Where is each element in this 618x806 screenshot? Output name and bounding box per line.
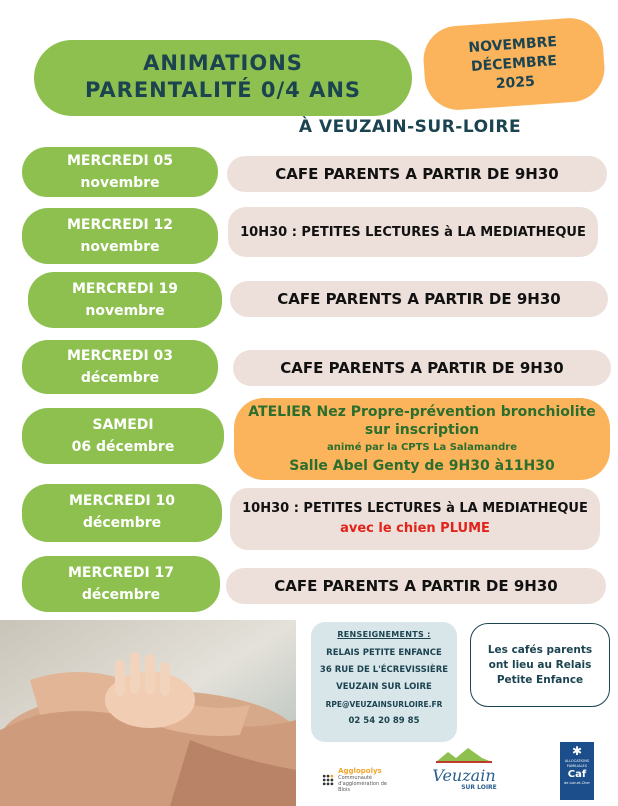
event-day: MERCREDI 17 bbox=[67, 565, 175, 581]
event-day: MERCREDI 10 bbox=[68, 493, 176, 509]
period-line2: DÉCEMBRE bbox=[470, 53, 558, 75]
event-day: SAMEDI bbox=[92, 417, 154, 433]
period-line1: NOVEMBRE bbox=[467, 33, 558, 57]
event-activity-4: CAFE PARENTS A PARTIR DE 9H30 bbox=[233, 350, 611, 386]
event-month: décembre bbox=[80, 370, 160, 386]
event-date-7 bbox=[22, 556, 220, 612]
info-email[interactable]: RPE@VEUZAINSURLOIRE.FR bbox=[325, 700, 443, 709]
info-address: 36 RUE DE L'ÉCREVISSIÈRE bbox=[319, 665, 449, 675]
title-banner bbox=[34, 40, 412, 116]
event-activity-3: CAFE PARENTS A PARTIR DE 9H30 bbox=[230, 281, 608, 317]
event-month: décembre bbox=[82, 515, 162, 531]
note-text: Les cafés parents ont lieu au Relais Petite Enfance bbox=[487, 643, 593, 686]
event-date-1 bbox=[22, 147, 218, 197]
event-date-2 bbox=[22, 208, 218, 264]
info-phone[interactable]: 02 54 20 89 85 bbox=[348, 716, 420, 726]
veuzain-landscape-icon bbox=[434, 746, 494, 764]
event-activity-1: CAFE PARENTS A PARTIR DE 9H30 bbox=[227, 156, 607, 192]
town-title: À VEUZAIN-SUR-LOIRE bbox=[298, 117, 522, 137]
event-date-6 bbox=[22, 484, 222, 542]
event-date-3 bbox=[28, 272, 222, 328]
info-box bbox=[311, 622, 457, 742]
veuzain-logo: Veuzain SUR LOIRE bbox=[424, 746, 504, 802]
note-box bbox=[470, 623, 610, 707]
caf-star-icon: ✱ bbox=[571, 744, 583, 758]
event-date-5 bbox=[22, 408, 224, 464]
event-highlight: avec le chien PLUME bbox=[340, 521, 490, 536]
event-month: novembre bbox=[85, 303, 165, 319]
info-title: RENSEIGNEMENTS : bbox=[337, 630, 431, 639]
event-activity-2: 10H30 : PETITES LECTURES à LA MEDIATHEQUE bbox=[228, 207, 598, 257]
caf-logo: ✱ ALLOCATIONS FAMILIALES Caf de Loir-et-Cher bbox=[560, 742, 594, 800]
title-line1: ANIMATIONS bbox=[143, 51, 303, 75]
event-activity-7: CAFE PARENTS A PARTIR DE 9H30 bbox=[226, 568, 606, 604]
event-date-4 bbox=[22, 340, 218, 394]
event-day: MERCREDI 03 bbox=[66, 348, 174, 364]
info-name: RELAIS PETITE ENFANCE bbox=[326, 648, 442, 658]
event-day: MERCREDI 19 bbox=[71, 281, 179, 297]
event-month: décembre bbox=[81, 587, 161, 603]
event-month: novembre bbox=[80, 239, 160, 255]
info-city: VEUZAIN SUR LOIRE bbox=[336, 682, 432, 692]
period-line3: 2025 bbox=[495, 73, 536, 93]
event-day: MERCREDI 12 bbox=[66, 217, 174, 233]
event-activity-6: 10H30 : PETITES LECTURES à LA MEDIATHEQUE avec le chien PLUME bbox=[230, 488, 600, 550]
period-badge bbox=[421, 16, 606, 112]
event-activity-5: ATELIER Nez Propre-prévention bronchiolite sur inscription animé par la CPTS La Salamandre Salle Abel Genty de 9H30 à11H30 bbox=[234, 398, 610, 480]
event-month: novembre bbox=[80, 175, 160, 191]
event-month: 06 décembre bbox=[71, 439, 175, 455]
agglopolys-dots-icon bbox=[322, 769, 334, 791]
agglopolys-logo: Agglopolys Communauté d'agglomération de Blois bbox=[322, 764, 392, 796]
hands-photo bbox=[0, 620, 296, 806]
event-day: MERCREDI 05 bbox=[66, 153, 174, 169]
title-line2: PARENTALITÉ 0/4 ANS bbox=[84, 78, 362, 102]
